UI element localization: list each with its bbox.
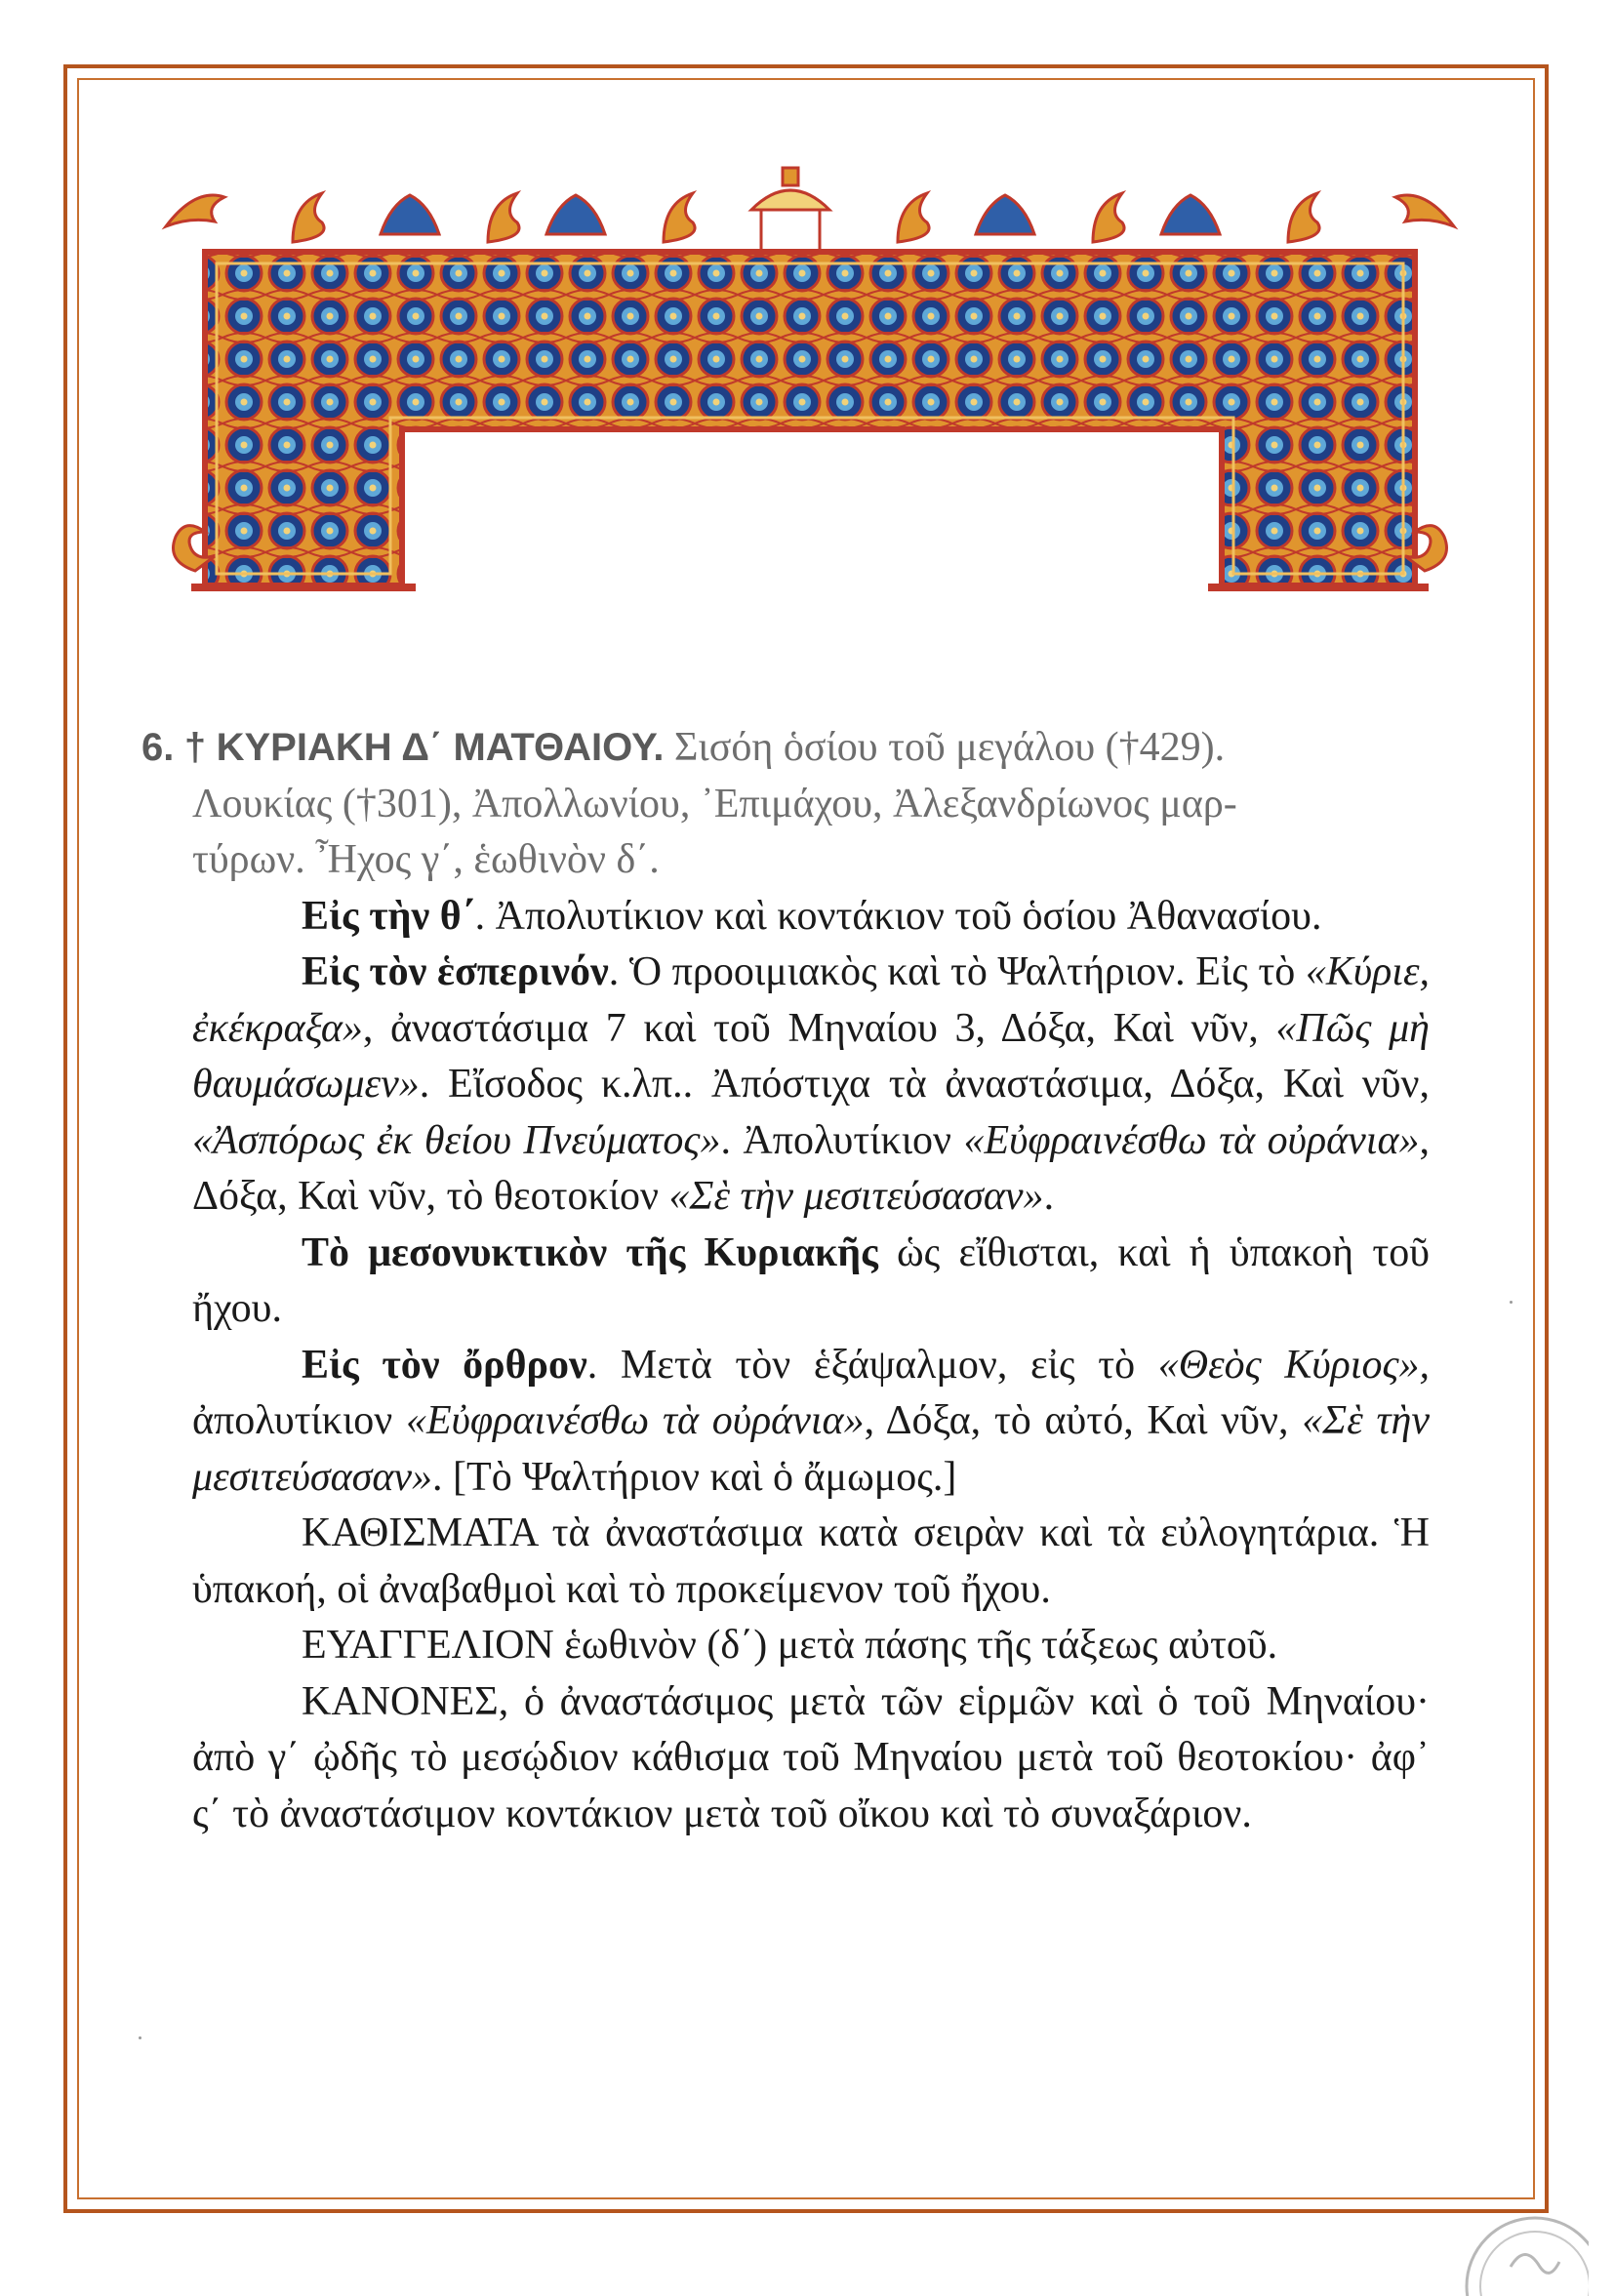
vespers-quote-5: «Σὲ τὴν μεσιτεύσασαν»: [668, 1174, 1044, 1219]
orthros-text-2: ἀπολυτίκιον: [192, 1398, 406, 1443]
kathismata-paragraph: ΚΑΘΙΣΜΑΤΑ τὰ ἀναστάσιμα κατὰ σειρὰν καὶ τὰ εὐλογητάρια. Ἡ ὑπακοή, οἱ ἀναβαθμοὶ καὶ τὸ προκείμενον τοῦ ἤχου.: [192, 1511, 1430, 1612]
vespers-text-3: . Εἴσοδος κ.λπ.. Ἀπόστιχα τὰ ἀναστάσιμα, Δόξα, Καὶ νῦν,: [419, 1062, 1430, 1107]
ninth-hour-heading: Εἰς τὴν θ΄: [302, 893, 475, 939]
saints-line-2: Λουκίας (†301), Ἀπολλωνίου, ᾿Επιμάχου, Ἀλεξανδρίωνος μαρ-: [192, 781, 1237, 826]
vespers-text-6: .: [1043, 1174, 1055, 1219]
speck-1: [1510, 1301, 1513, 1304]
entry-title: ΚΥΡΙΑΚΗ Δ΄ ΜΑΤΘΑΙΟΥ.: [216, 726, 665, 769]
orthros-quote-2: «Εὐφραινέσθω τὰ οὐράνια»: [405, 1398, 865, 1443]
midnight-text: ὡς εἴθισται, καὶ ἡ ὑπακοὴ τοῦ ἤχου.: [192, 1229, 1430, 1331]
orthros-text-3: , Δόξα, τὸ αὐτό, Καὶ νῦν,: [864, 1398, 1303, 1443]
vespers-quote-3: «Ἀσπόρως ἐκ θείου Πνεύματος»: [192, 1117, 721, 1163]
ninth-hour-text: . Ἀπολυτίκιον καὶ κοντάκιον τοῦ ὁσίου Ἀθανασίου.: [474, 893, 1322, 939]
speck-2: [139, 2036, 141, 2039]
midnight-heading: Τὸ μεσονυκτικὸν τῆς Κυριακῆς: [302, 1229, 878, 1275]
canons-paragraph: ΚΑΝΟΝΕΣ, ὁ ἀναστάσιμος μετὰ τῶν εἱρμῶν καὶ ὁ τοῦ Μηναίου· ἀπὸ γ΄ ᾠδῆς τὸ μεσῴδιον κάθισμα τοῦ Μηναίου μετὰ τοῦ θεοτοκίου· ἀφ᾿ ς΄ τὸ ἀναστάσιμον κοντάκιον μετὰ τοῦ οἴκου καὶ τὸ συναξάριον.: [192, 1678, 1430, 1836]
vespers-quote-1: «Κύριε, ἐκέκραξα»: [192, 949, 1431, 1051]
vespers-paragraph: [141, 945, 1430, 1226]
entry-header: [141, 720, 1430, 889]
vespers-quote-2: «Πῶς μὴ θαυμάσωμεν»: [192, 1005, 1430, 1107]
vespers-text-5: , Δόξα, Καὶ νῦν, τὸ θεοτοκίον: [192, 1117, 1431, 1219]
vespers-heading: Εἰς τὸν ἑσπερινόν: [302, 949, 609, 994]
orthros-heading: Εἰς τὸν ὄρθρον: [302, 1342, 587, 1388]
vespers-text-2: , ἀναστάσιμα 7 καὶ τοῦ Μηναίου 3, Δόξα, Καὶ νῦν,: [362, 1005, 1276, 1051]
gospel-paragraph: ΕΥΑΓΓΕΛΙΟΝ ἑωθινὸν (δ΄) μετὰ πάσης τῆς τάξεως αὐτοῦ.: [302, 1623, 1278, 1668]
orthros-text-1: . Μετὰ τὸν ἑξάψαλμον, εἰς τὸ: [586, 1342, 1158, 1388]
byzantine-headpiece-ornament: [137, 166, 1483, 595]
midnight-paragraph: [141, 1226, 1430, 1338]
orthros-paragraph: [141, 1338, 1430, 1507]
vespers-text-4: . Ἀπολυτίκιον: [720, 1117, 964, 1163]
cross-symbol: †: [183, 726, 207, 769]
orthros-quote-1: «Θεὸς Κύριος»,: [1157, 1342, 1430, 1388]
entry-number: 6.: [141, 726, 175, 769]
saints-line-1: Σισόη ὁσίου τοῦ μεγάλου (†429).: [673, 725, 1226, 770]
vespers-quote-4: «Εὐφραινέσθω τὰ οὐράνια»: [963, 1117, 1420, 1163]
vespers-text-1: . Ὁ προοιμιακὸς καὶ τὸ Ψαλτήριον. Εἰς τὸ: [608, 949, 1306, 994]
orthros-text-4: . [Τὸ Ψαλτήριον καὶ ὁ ἄμωμος.]: [432, 1454, 957, 1500]
typikon-entry: [141, 720, 1430, 1842]
saints-line-3: τύρων. Ἦχος γ΄, ἑωθινὸν δ΄.: [192, 837, 660, 882]
ninth-hour-paragraph: [141, 889, 1430, 946]
choir-stamp-seal: [1462, 2198, 1589, 2296]
orthros-quote-3: «Σὲ τὴν μεσιτεύσασαν»: [192, 1398, 1430, 1500]
